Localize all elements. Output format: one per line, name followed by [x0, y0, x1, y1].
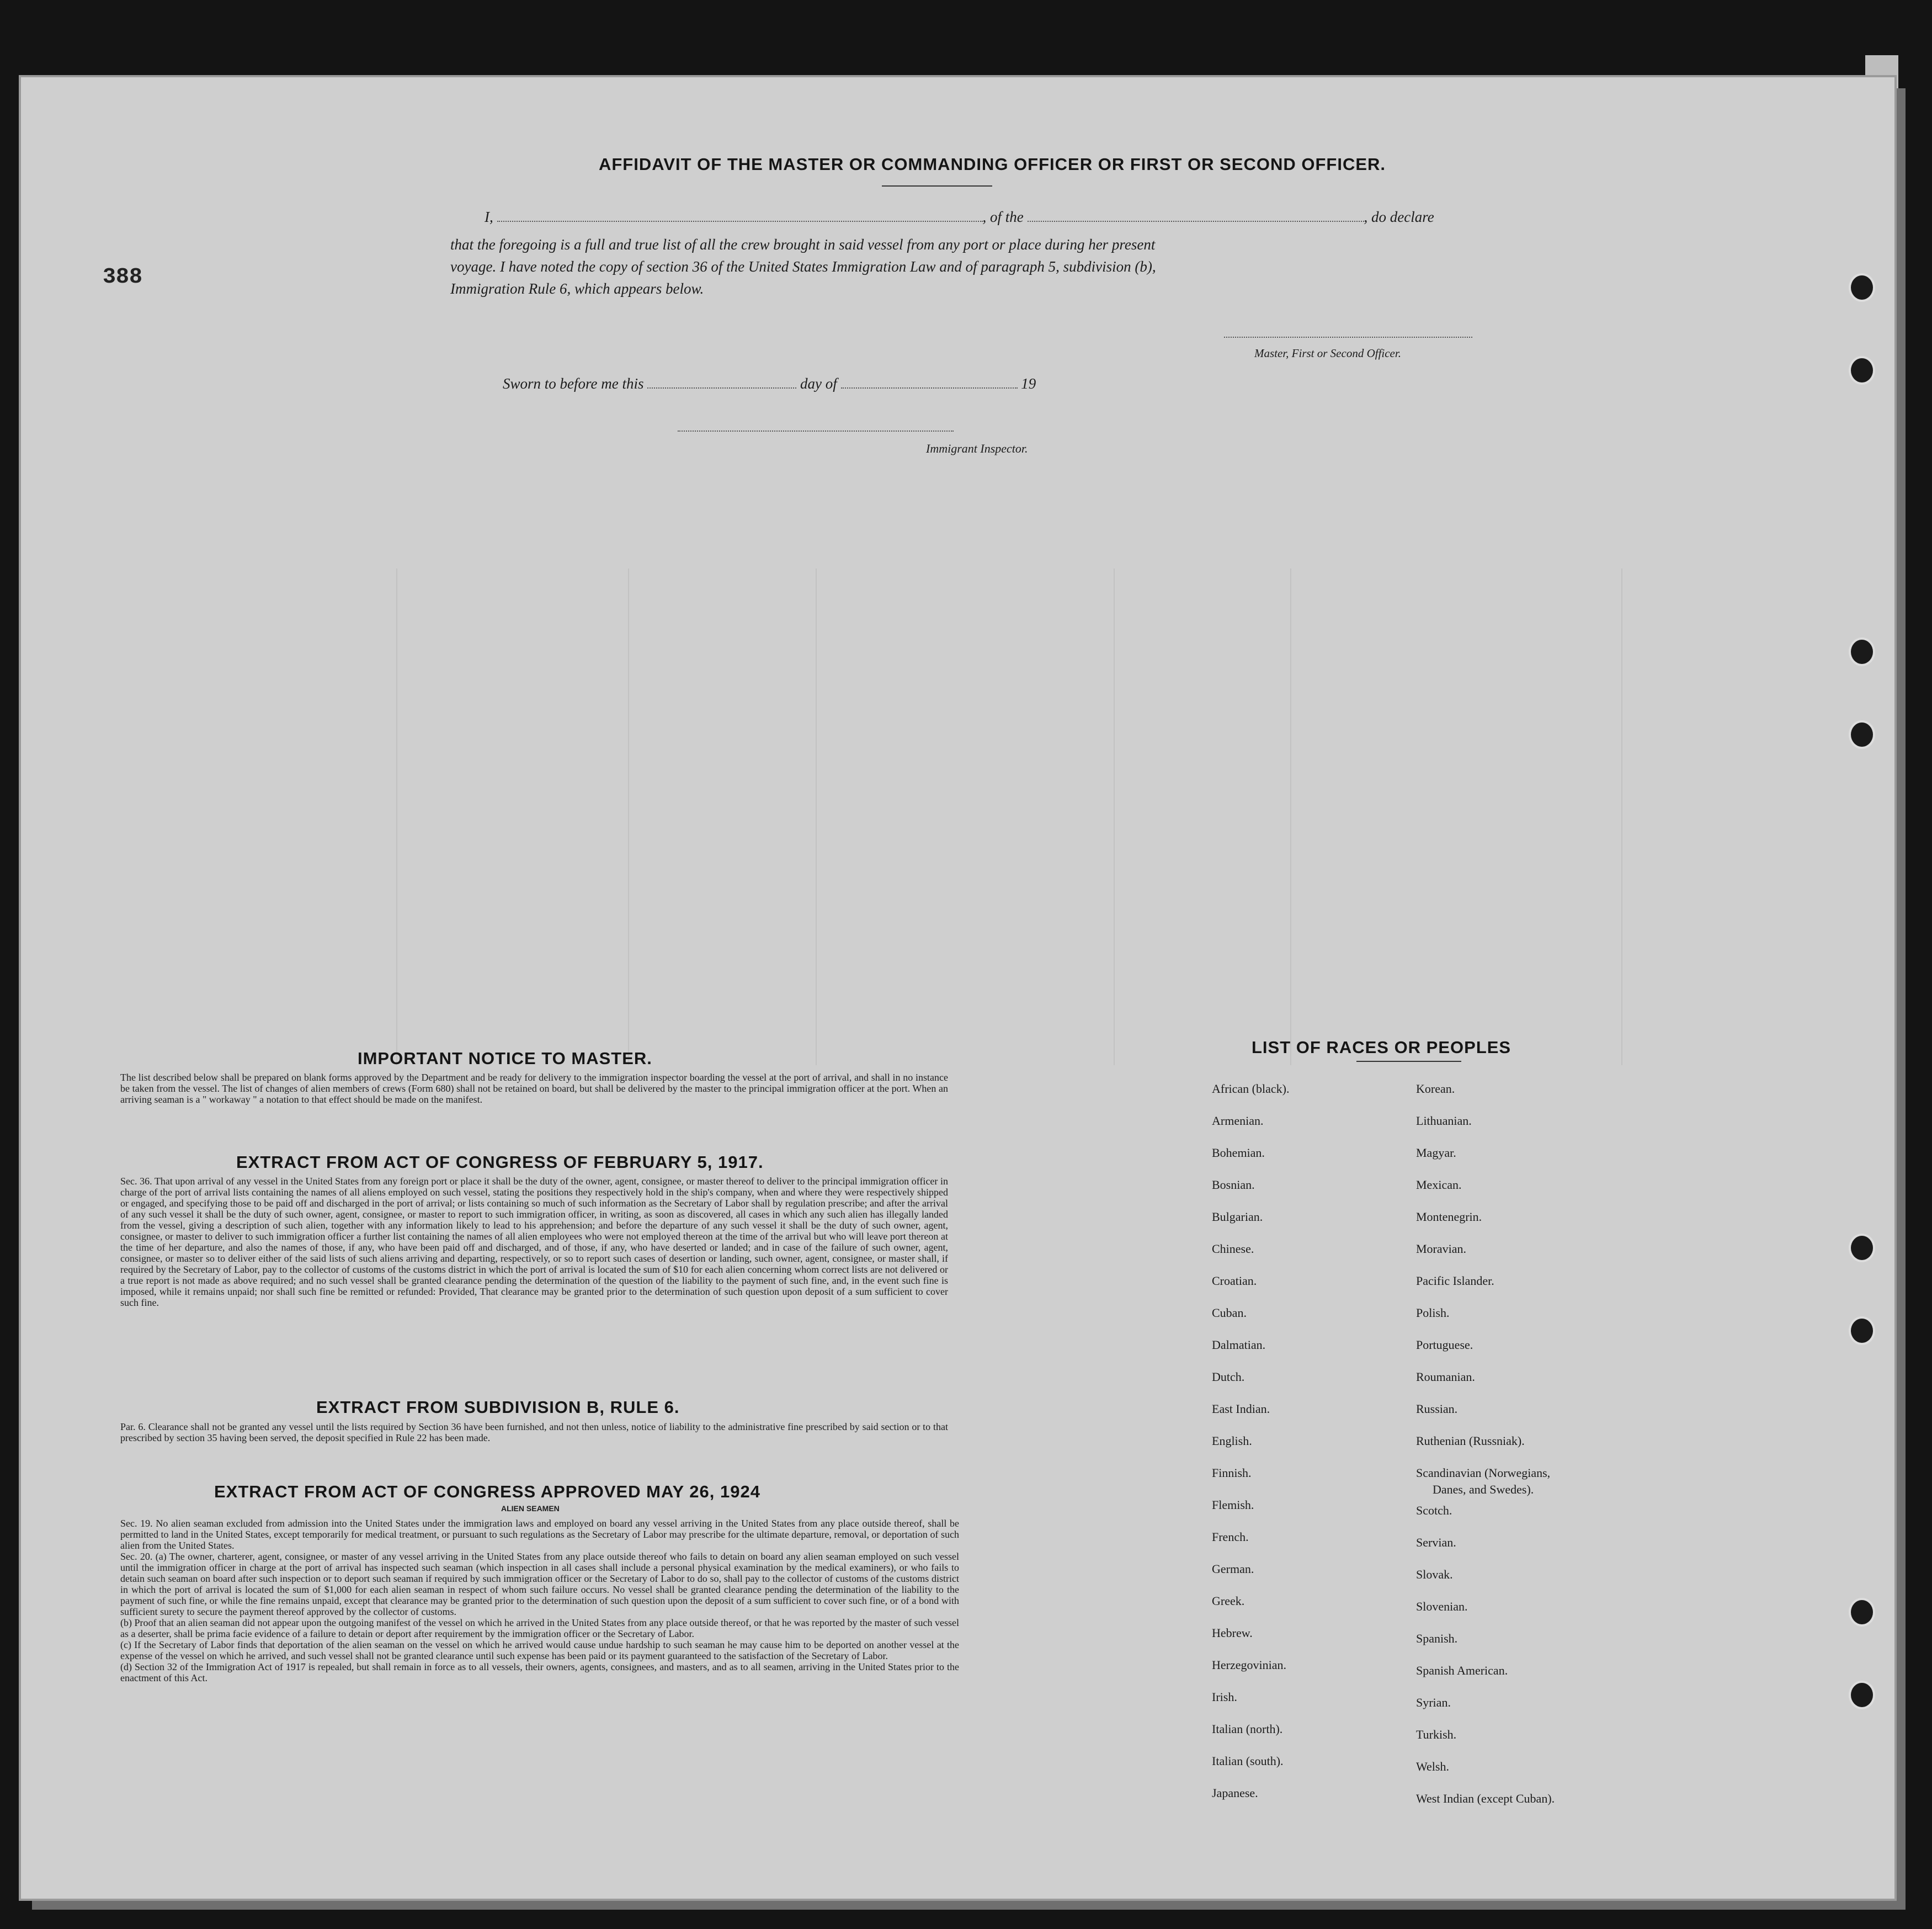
inspector-signature-line[interactable]	[678, 431, 954, 432]
affidavit-statement	[450, 233, 1554, 300]
races-title-underline	[1356, 1061, 1461, 1062]
race-item: African (black).	[1212, 1082, 1290, 1096]
bleed-through-rule	[628, 568, 629, 1065]
race-item: Scandinavian (Norwegians,	[1416, 1466, 1551, 1480]
race-item: Finnish.	[1212, 1466, 1252, 1480]
extract-1924-sec20d: (d) Section 32 of the Immigration Act of 1917 is repealed, but shall remain in force as to all vessels, their owners, agents, consignees, and masters, and as to all seamen, arriving in the United States prior to the enactment of this Act.	[120, 1661, 959, 1683]
race-item: Armenian.	[1212, 1114, 1264, 1128]
master-name-field[interactable]	[497, 221, 983, 222]
race-item: Chinese.	[1212, 1242, 1254, 1256]
race-item: Dutch.	[1212, 1370, 1245, 1384]
sworn-month-field[interactable]	[841, 387, 1018, 389]
race-item: Bohemian.	[1212, 1146, 1265, 1160]
signature-caption: Master, First or Second Officer.	[1254, 347, 1401, 360]
race-item: Dalmatian.	[1212, 1338, 1266, 1352]
affidavit-line3: voyage. I have noted the copy of section 36 of the United States Immigration Law and of paragraph 5, subdivision (b),	[450, 258, 1156, 275]
race-item: Roumanian.	[1416, 1370, 1475, 1384]
day-of-label: day of	[800, 375, 837, 392]
race-item: Croatian.	[1212, 1274, 1257, 1288]
race-item: Moravian.	[1416, 1242, 1467, 1256]
race-item: West Indian (except Cuban).	[1416, 1792, 1555, 1805]
sworn-label: Sworn to before me this	[503, 375, 644, 392]
bleed-through-rule	[1114, 568, 1115, 1065]
extract-rule6-title: EXTRACT FROM SUBDIVISION B, RULE 6.	[316, 1397, 680, 1417]
bleed-through-rule	[1290, 568, 1291, 1065]
bleed-through-rule	[816, 568, 817, 1065]
race-item: Cuban.	[1212, 1306, 1247, 1320]
race-item: German.	[1212, 1562, 1254, 1576]
extract-1924-body	[120, 1518, 959, 1683]
race-item: Russian.	[1416, 1402, 1458, 1416]
races-right-column	[1416, 1082, 1637, 1824]
i-label: I,	[485, 209, 493, 225]
race-item: Greek.	[1212, 1594, 1245, 1608]
race-item: Danes, and Swedes).	[1433, 1482, 1534, 1496]
year-prefix: 19	[1021, 375, 1036, 392]
bleed-through-rule	[1621, 568, 1622, 1065]
race-item: Mexican.	[1416, 1178, 1462, 1192]
race-item: Bosnian.	[1212, 1178, 1255, 1192]
race-item: Korean.	[1416, 1082, 1455, 1096]
race-item: Portuguese.	[1416, 1338, 1473, 1352]
of-the-label: , of the	[982, 209, 1024, 225]
punch-hole	[1849, 1598, 1875, 1627]
race-item: Herzegovinian.	[1212, 1658, 1286, 1672]
race-item: Italian (north).	[1212, 1722, 1283, 1736]
race-item: Slovenian.	[1416, 1599, 1468, 1613]
affidavit-line4: Immigration Rule 6, which appears below.	[450, 280, 704, 297]
race-item: Syrian.	[1416, 1696, 1451, 1709]
punch-hole	[1849, 1316, 1875, 1345]
race-item: Spanish.	[1416, 1632, 1458, 1645]
notice-body: The list described below shall be prepared on blank forms approved by the Department and be ready for delivery to the immigration inspector boarding the vessel at the port of arrival, and shall in no instance be taken from the vessel. The list of changes of alien members of crews (Form 680) shall not be retained on board, but shall be delivered by the master to the principal immigration officer at the port. When an arriving seaman is a " workaway " a notation to that effect should be made on the manifest.	[120, 1072, 948, 1105]
extract-rule6-body: Par. 6. Clearance shall not be granted any vessel until the lists required by Section 36 have been furnished, and not then unless, notice of liability to the administrative fine prescribed by said section or to that prescribed by section 35 having been served, the deposit specified in Rule 22 has been made.	[120, 1421, 948, 1443]
do-declare-label: , do declare	[1364, 209, 1434, 225]
races-title: LIST OF RACES OR PEOPLES	[1252, 1038, 1511, 1057]
race-item: Polish.	[1416, 1306, 1450, 1320]
sworn-day-field[interactable]	[647, 387, 796, 389]
race-item: Pacific Islander.	[1416, 1274, 1494, 1288]
race-item: English.	[1212, 1434, 1252, 1448]
race-item: Irish.	[1212, 1690, 1237, 1704]
race-item: Welsh.	[1416, 1760, 1449, 1773]
punch-hole	[1849, 720, 1875, 749]
affidavit-line1	[485, 209, 1434, 226]
race-item: East Indian.	[1212, 1402, 1270, 1416]
master-signature-line[interactable]	[1224, 337, 1472, 338]
vessel-name-field[interactable]	[1028, 221, 1364, 222]
race-item: Hebrew.	[1212, 1626, 1253, 1640]
race-item: Flemish.	[1212, 1498, 1254, 1512]
race-item: Spanish American.	[1416, 1664, 1508, 1677]
race-item: Montenegrin.	[1416, 1210, 1482, 1224]
extract-1924-sec20a: Sec. 20. (a) The owner, charterer, agent, consignee, or master of any vessel arriving in the United States from any place outside thereof who fails to detain on board any alien seaman employed on such vessel until the immigration officer in charge at the port of arrival has inspected such seaman (which inspection in all cases shall include a personal physical examination by the medical examiners), or who fails to detain such seaman on board after such inspection or to deport such seaman if required by such immigration officer or the Secretary of Labor to do so, shall pay to the collector of customs of the customs district in which the port of arrival is located the sum of $1,000 for each alien seaman in respect of whom such failure occurs. No vessel shall be granted clearance pending the determination of the liability to the payment of such fine, or while the fine remains unpaid, except that clearance may be granted prior to the determination of such question upon the deposit of a sum sufficient to cover such fine, or of a bond with sufficient surety to secure the payment thereof approved by the collector of customs.	[120, 1551, 959, 1617]
race-item: Scotch.	[1416, 1503, 1452, 1517]
extract-1917-title: EXTRACT FROM ACT OF CONGRESS OF FEBRUARY 5, 1917.	[236, 1152, 764, 1172]
races-left-column	[1212, 1082, 1388, 1818]
race-item: Servian.	[1416, 1535, 1456, 1549]
race-item: Ruthenian (Russniak).	[1416, 1434, 1525, 1448]
race-item: Slovak.	[1416, 1567, 1453, 1581]
race-item: Magyar.	[1416, 1146, 1456, 1160]
affidavit-title: AFFIDAVIT OF THE MASTER OR COMMANDING OFFICER OR FIRST OR SECOND OFFICER.	[598, 155, 1386, 174]
extract-1924-title: EXTRACT FROM ACT OF CONGRESS APPROVED MAY 26, 1924	[214, 1482, 760, 1501]
punch-hole	[1849, 637, 1875, 666]
bleed-through-rule	[396, 568, 397, 1065]
punch-hole	[1849, 1234, 1875, 1262]
title-underline	[882, 185, 992, 187]
sworn-line	[503, 375, 1036, 392]
race-item: Lithuanian.	[1416, 1114, 1472, 1128]
extract-1924-subtitle: ALIEN SEAMEN	[501, 1504, 560, 1513]
extract-1924-sec20c: (c) If the Secretary of Labor finds that deportation of the alien seaman on the vessel on which he arrived would cause undue hardship to such seaman he may cause him to be deported on another vessel at the expense of the vessel on which he arrived, and such vessel shall not be granted clearance until such expense has been paid or its payment guaranteed to the satisfaction of the Secretary of Labor.	[120, 1639, 959, 1661]
punch-hole	[1849, 1681, 1875, 1709]
race-item: Bulgarian.	[1212, 1210, 1263, 1224]
race-item: Japanese.	[1212, 1786, 1258, 1800]
page-number: 388	[103, 265, 143, 290]
punch-hole	[1849, 356, 1875, 385]
affidavit-line2: that the foregoing is a full and true list of all the crew brought in said vessel from any port or place during her present	[450, 236, 1156, 253]
document-page	[21, 77, 1894, 1899]
race-item: Turkish.	[1416, 1728, 1457, 1741]
extract-1924-sec20b: (b) Proof that an alien seaman did not appear upon the outgoing manifest of the vessel on which he arrived in the United States from any place outside thereof, or that he was reported by the master of such vessel as a deserter, shall be prima facie evidence of a failure to detain or deport after requirement by the immigration officer or the Secretary of Labor.	[120, 1617, 959, 1639]
extract-1917-body: Sec. 36. That upon arrival of any vessel in the United States from any foreign port or place it shall be the duty of the owner, agent, consignee, or master thereof to deliver to the principal immigration officer in charge of the port of arrival lists containing the names of all aliens employed on such vessel, stating the positions they respectively hold in the ship's company, when and where they were respectively shipped or engaged, and specifying those to be paid off and discharged in the port of arrival; or lists containing so much of such information as the Secretary of Labor shall by regulation prescribe; and after the arrival of any such vessel it shall be the duty of such owner, agent, consignee, or master to report to such immigration officer, in writing, as soon as discovered, all cases in which any such alien has illegally landed from the vessel, giving a description of such alien, together with any information likely to lead to his apprehension; and before the departure of any such vessel it shall be the duty of such owner, agent, consignee, or master to deliver to such immigration officer a further list containing the names of all alien employees who were not employed thereon at the time of the arrival but who will leave port thereon at the time of her departure, and also the names of those, if any, who have been paid off and discharged, and of those, if any, who have deserted or landed; and in case of the failure of such owner, agent, consignee, or master so to deliver either of the said lists of such aliens arriving and departing, respectively, or so to report such cases of desertion or landing, such owner, agent, consignee, or master shall, if required by the Secretary of Labor, pay to the collector of customs of the customs district in which the port of arrival is located the sum of $10 for each alien concerning whom correct lists are not delivered or a true report is not made as above required; and no such vessel shall be granted clearance pending the determination of the question of the liability to the payment of such fine, and, in the event such fine is imposed, while it remains unpaid; nor shall such fine be remitted or refunded: Provided, That clearance may be granted prior to the determination of such question upon deposit of a sum sufficient to cover such fine.	[120, 1176, 948, 1308]
race-item: Italian (south).	[1212, 1754, 1284, 1768]
punch-hole	[1849, 273, 1875, 302]
inspector-caption: Immigrant Inspector.	[926, 442, 1028, 455]
extract-1924-sec19: Sec. 19. No alien seaman excluded from admission into the United States under the immigration laws and employed on board any vessel arriving in the United States from any place outside thereof, shall be permitted to land in the United States, except temporarily for medical treatment, or pursuant to such regulations as the Secretary of Labor may prescribe for the ultimate departure, removal, or deportation of such alien from the United States.	[120, 1518, 959, 1551]
race-item: French.	[1212, 1530, 1249, 1544]
notice-title: IMPORTANT NOTICE TO MASTER.	[358, 1049, 652, 1068]
